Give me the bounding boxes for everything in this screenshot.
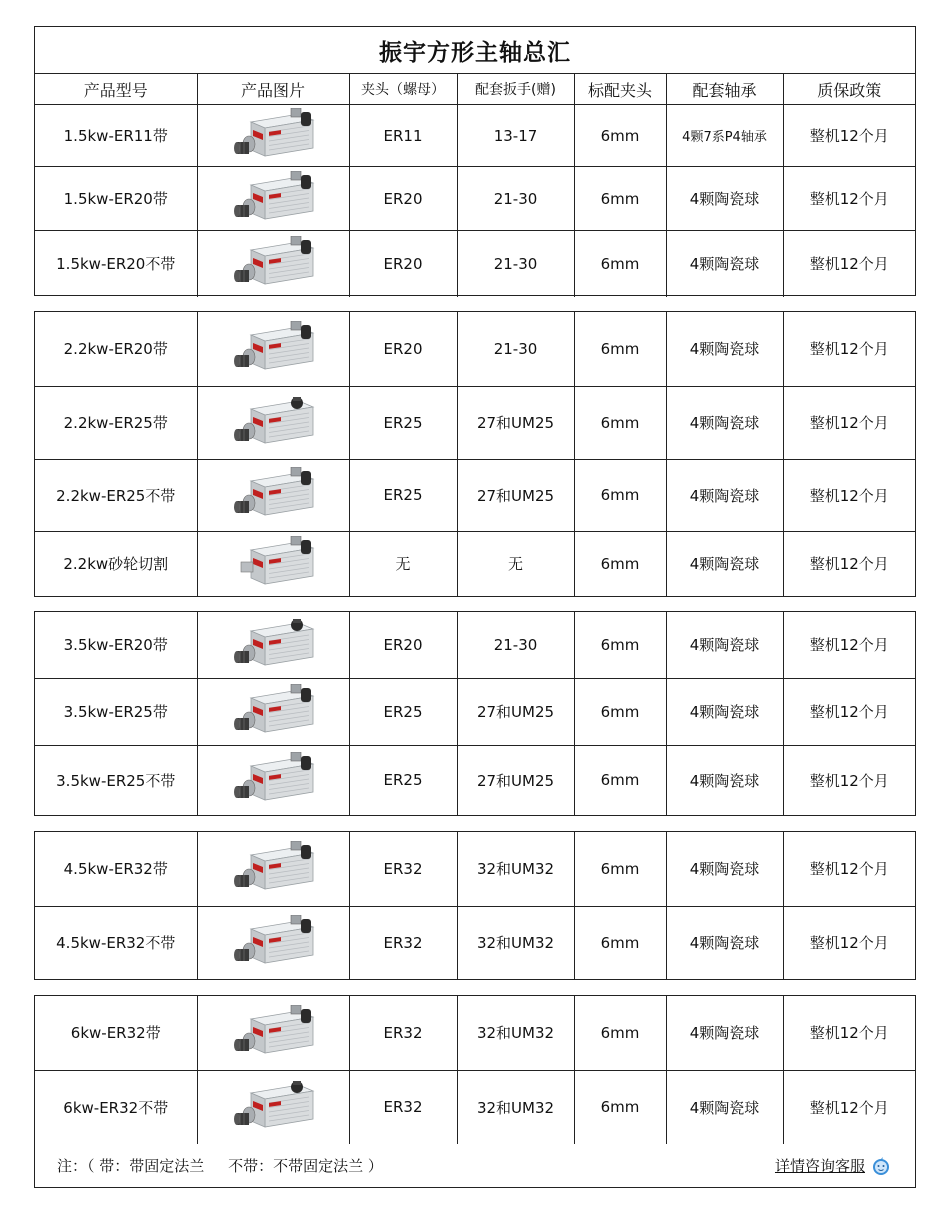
- cell-model: 2.2kw-ER20带: [35, 312, 197, 386]
- header-collet: 夹头（螺母）: [349, 74, 457, 105]
- cell-chuck: 6mm: [574, 906, 666, 979]
- cell-chuck: 6mm: [574, 386, 666, 459]
- cell-image: [197, 906, 349, 979]
- cell-chuck: 6mm: [574, 459, 666, 531]
- spindle-motor-image: [225, 395, 321, 451]
- cell-wrench: 32和UM32: [457, 906, 574, 979]
- cell-collet: ER11: [349, 105, 457, 167]
- cell-model: 1.5kw-ER20带: [35, 167, 197, 231]
- table-group-1: [34, 26, 916, 296]
- cell-collet: ER20: [349, 167, 457, 231]
- cell-collet: ER32: [349, 906, 457, 979]
- cell-image: [197, 996, 349, 1070]
- cell-wrench: 21-30: [457, 612, 574, 678]
- spindle-motor-image: [225, 321, 321, 377]
- cell-chuck: 6mm: [574, 996, 666, 1070]
- group-rows: [35, 105, 915, 297]
- cell-chuck: 6mm: [574, 231, 666, 297]
- cell-bearing: 4颗陶瓷球: [666, 906, 783, 979]
- cell-bearing: 4颗陶瓷球: [666, 612, 783, 678]
- page-title: 振宇方形主轴总汇: [35, 27, 915, 74]
- cell-warranty: 整机12个月: [783, 459, 915, 531]
- cell-wrench: 32和UM32: [457, 996, 574, 1070]
- cell-image: [197, 386, 349, 459]
- cell-bearing: 4颗陶瓷球: [666, 1070, 783, 1144]
- cell-model: 2.2kw-ER25带: [35, 386, 197, 459]
- group-rows: [35, 312, 915, 596]
- cell-wrench: 27和UM25: [457, 745, 574, 815]
- cell-chuck: 6mm: [574, 1070, 666, 1144]
- cell-model: 3.5kw-ER25不带: [35, 745, 197, 815]
- cell-warranty: 整机12个月: [783, 312, 915, 386]
- cell-image: [197, 832, 349, 906]
- cell-image: [197, 1070, 349, 1144]
- cell-collet: ER20: [349, 312, 457, 386]
- cell-model: 2.2kw砂轮切割: [35, 531, 197, 596]
- spindle-motor-image: [225, 108, 321, 164]
- group-rows: [35, 612, 915, 815]
- spindle-motor-image: [225, 536, 321, 592]
- cell-warranty: 整机12个月: [783, 612, 915, 678]
- cell-model: 4.5kw-ER32不带: [35, 906, 197, 979]
- cell-warranty: 整机12个月: [783, 231, 915, 297]
- contact-link[interactable]: [775, 1155, 891, 1176]
- header-model: 产品型号: [35, 74, 197, 105]
- spindle-motor-image: [225, 171, 321, 227]
- table-row: [35, 231, 915, 297]
- cell-image: [197, 745, 349, 815]
- table-row: [35, 105, 915, 167]
- cell-model: 1.5kw-ER11带: [35, 105, 197, 167]
- cell-image: [197, 167, 349, 231]
- cell-collet: 无: [349, 531, 457, 596]
- cell-wrench: 13-17: [457, 105, 574, 167]
- cell-image: [197, 612, 349, 678]
- cell-warranty: 整机12个月: [783, 678, 915, 745]
- table-row: [35, 1070, 915, 1144]
- cell-bearing: 4颗陶瓷球: [666, 167, 783, 231]
- cell-collet: ER25: [349, 678, 457, 745]
- cell-chuck: 6mm: [574, 105, 666, 167]
- spindle-motor-image: [225, 841, 321, 897]
- cell-chuck: 6mm: [574, 612, 666, 678]
- cell-collet: ER25: [349, 386, 457, 459]
- cell-collet: ER25: [349, 459, 457, 531]
- cell-bearing: 4颗陶瓷球: [666, 678, 783, 745]
- table-group-3: [34, 611, 916, 816]
- cell-bearing: 4颗7系P4轴承: [666, 105, 783, 167]
- cell-warranty: 整机12个月: [783, 1070, 915, 1144]
- cell-warranty: 整机12个月: [783, 832, 915, 906]
- spindle-motor-image: [225, 617, 321, 673]
- cell-chuck: 6mm: [574, 745, 666, 815]
- cell-model: 3.5kw-ER20带: [35, 612, 197, 678]
- cell-collet: ER25: [349, 745, 457, 815]
- cell-bearing: 4颗陶瓷球: [666, 745, 783, 815]
- table-row: [35, 167, 915, 231]
- cell-image: [197, 678, 349, 745]
- cell-wrench: 27和UM25: [457, 678, 574, 745]
- cell-wrench: 21-30: [457, 231, 574, 297]
- cell-model: 6kw-ER32不带: [35, 1070, 197, 1144]
- table-group-5: [34, 995, 916, 1188]
- table-row: [35, 906, 915, 979]
- cell-model: 1.5kw-ER20不带: [35, 231, 197, 297]
- cell-image: [197, 459, 349, 531]
- group-rows: [35, 832, 915, 979]
- cell-bearing: 4颗陶瓷球: [666, 231, 783, 297]
- cell-wrench: 27和UM25: [457, 386, 574, 459]
- spindle-motor-image: [225, 467, 321, 523]
- table-row: [35, 832, 915, 906]
- cell-image: [197, 531, 349, 596]
- header-bearing: 配套轴承: [666, 74, 783, 105]
- header-chuck: 标配夹头: [574, 74, 666, 105]
- cell-warranty: 整机12个月: [783, 386, 915, 459]
- cell-chuck: 6mm: [574, 531, 666, 596]
- cell-model: 2.2kw-ER25不带: [35, 459, 197, 531]
- cell-wrench: 32和UM32: [457, 1070, 574, 1144]
- cell-wrench: 无: [457, 531, 574, 596]
- cell-bearing: 4颗陶瓷球: [666, 386, 783, 459]
- cell-collet: ER32: [349, 832, 457, 906]
- cell-model: 3.5kw-ER25带: [35, 678, 197, 745]
- spindle-motor-image: [225, 684, 321, 740]
- cell-chuck: 6mm: [574, 832, 666, 906]
- group-rows: [35, 996, 915, 1144]
- cell-wrench: 27和UM25: [457, 459, 574, 531]
- header-wrench: 配套扳手(赠): [457, 74, 574, 105]
- cell-collet: ER20: [349, 231, 457, 297]
- cell-image: [197, 105, 349, 167]
- cell-collet: ER32: [349, 1070, 457, 1144]
- cell-chuck: 6mm: [574, 167, 666, 231]
- table-group-2: [34, 311, 916, 597]
- table-row: [35, 745, 915, 815]
- cell-wrench: 32和UM32: [457, 832, 574, 906]
- table-row: [35, 459, 915, 531]
- cell-model: 4.5kw-ER32带: [35, 832, 197, 906]
- cell-warranty: 整机12个月: [783, 105, 915, 167]
- header-warranty: 质保政策: [783, 74, 915, 105]
- cell-wrench: 21-30: [457, 167, 574, 231]
- cell-bearing: 4颗陶瓷球: [666, 312, 783, 386]
- header-image: 产品图片: [197, 74, 349, 105]
- cell-bearing: 4颗陶瓷球: [666, 459, 783, 531]
- table-row: [35, 386, 915, 459]
- cell-image: [197, 231, 349, 297]
- cell-warranty: 整机12个月: [783, 167, 915, 231]
- spindle-motor-image: [225, 236, 321, 292]
- cell-collet: ER20: [349, 612, 457, 678]
- cell-bearing: 4颗陶瓷球: [666, 996, 783, 1070]
- cell-bearing: 4颗陶瓷球: [666, 531, 783, 596]
- table-row: [35, 678, 915, 745]
- spindle-motor-image: [225, 1079, 321, 1135]
- cell-chuck: 6mm: [574, 678, 666, 745]
- cell-collet: ER32: [349, 996, 457, 1070]
- cell-model: 6kw-ER32带: [35, 996, 197, 1070]
- cell-chuck: 6mm: [574, 312, 666, 386]
- spindle-motor-image: [225, 1005, 321, 1061]
- cell-bearing: 4颗陶瓷球: [666, 832, 783, 906]
- cell-warranty: 整机12个月: [783, 996, 915, 1070]
- cell-warranty: 整机12个月: [783, 531, 915, 596]
- customer-service-icon[interactable]: [871, 1156, 891, 1176]
- cell-warranty: 整机12个月: [783, 745, 915, 815]
- spindle-motor-image: [225, 752, 321, 808]
- table-row: [35, 312, 915, 386]
- table-row: [35, 531, 915, 596]
- table-group-4: [34, 831, 916, 980]
- table-row: [35, 996, 915, 1070]
- table-row: [35, 612, 915, 678]
- spindle-motor-image: [225, 915, 321, 971]
- cell-warranty: 整机12个月: [783, 906, 915, 979]
- cell-image: [197, 312, 349, 386]
- cell-wrench: 21-30: [457, 312, 574, 386]
- contact-label[interactable]: 详情咨询客服: [774, 1157, 865, 1175]
- footnote: 注：（ 带：带固定法兰 不带：不带固定法兰 ）: [57, 1157, 383, 1175]
